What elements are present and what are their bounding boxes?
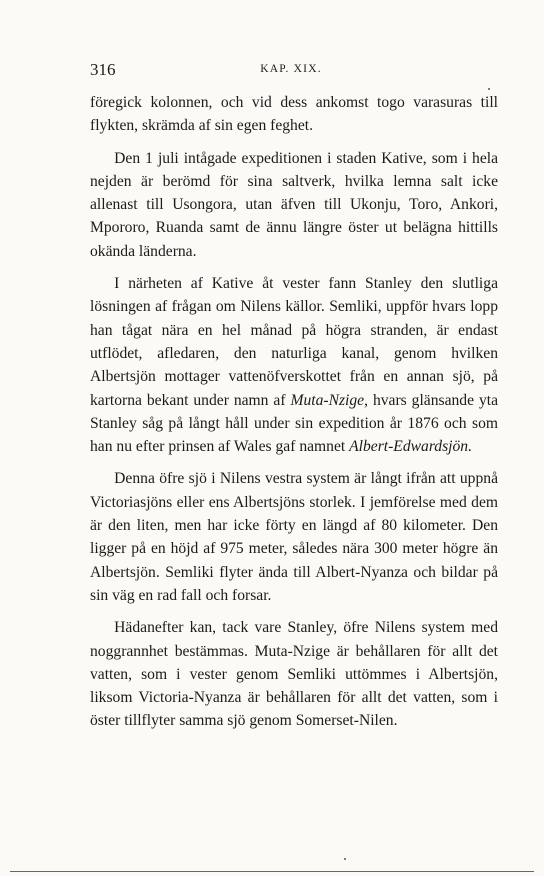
print-speck — [488, 88, 490, 90]
page-bottom-rule — [10, 871, 534, 872]
print-speck — [344, 858, 346, 860]
paragraph-3-text-b: , hvars glänsande yta Stanley såg på långt håll under sin expedition år 1876 och som han nu efter prinsen af Wales gaf namnet — [90, 391, 498, 456]
body-text — [90, 91, 498, 733]
page-number: 316 — [90, 60, 116, 79]
lake-name-muta-nzige: Muta-Nzige — [290, 391, 365, 409]
paragraph-4: Denna öfre sjö i Nilens vestra system är långt ifrån att uppnå Victoriasjöns eller ens Albertsjöns storlek. I jemförelse med dem är den liten, men har icke förty en längd af 80 kilometer. Den ligger på en höjd af 975 meter, således nära 300 meter högre än Albertsjön. Semliki flyter ända till Albert-Nyanza och bildar på sin väg en rad fall och forsar. — [90, 470, 498, 604]
running-head: KAP. XIX. — [260, 63, 322, 75]
paragraph-5: Hädanefter kan, tack vare Stanley, öfre Nilens system med noggrannhet bestämmas. Muta-Nzige är behållaren för allt det vatten, som i vester genom Semliki uttömmes i Albertsjön, liksom Victoria-Nyanza är behållaren för allt det vatten, som i öster tillflyter samma sjö genom Somerset-Nilen. — [90, 619, 498, 730]
paragraph-3-text-a: I närheten af Kative åt vester fann Stanley den slutliga lösningen af frågan om Nilens källor. Semliki, uppför hvars lopp han tågat nära en hel månad på högra stranden, är endast utflödet, afledaren, den naturliga kanal, genom hvilken Albertsjön mottager vattenöfverskottet från en annan sjö, på kartorna bekant under namn af — [90, 275, 498, 409]
lake-name-albert-edward: Albert-Edwardsjön. — [349, 438, 472, 456]
page-header — [90, 60, 492, 82]
paragraph-1: föregick kolonnen, och vid dess ankomst togo varasuras till flykten, skrämda af sin egen feghet. — [90, 94, 498, 135]
paragraph-2: Den 1 juli intågade expeditionen i staden Kative, som i hela nejden är berömd för sina saltverk, hvilka lemna salt icke allenast till Usongora, utan äfven till Ukonju, Toro, Ankori, Mpororo, Ruanda samt de ännu längre öster ut belägna hittills okända länderna. — [90, 149, 498, 260]
paragraph-3 — [90, 272, 498, 458]
